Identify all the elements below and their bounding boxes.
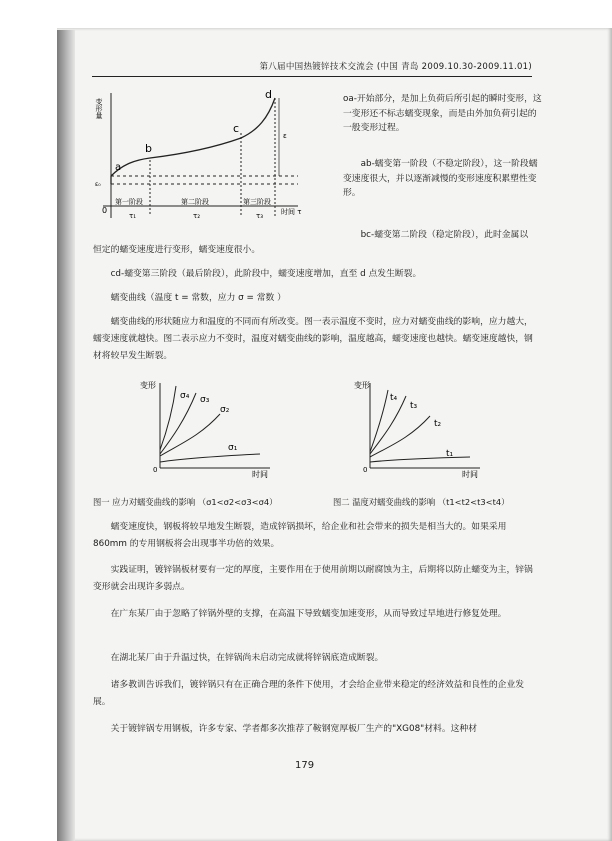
stage-2-label: 第二阶段 [181, 198, 209, 206]
fig1-origin: 0 [153, 466, 158, 474]
point-a: a [115, 162, 122, 173]
x-axis-label: 时间 τ [281, 208, 302, 216]
running-header: 第八届中国热镀锌技术交流会 (中国 青岛 2009.10.30-2009.11.01) [92, 58, 532, 77]
paragraph-curve-shape: 蠕变曲线的形状随应力和温度的不同而有所改变。图一表示温度不变时，应力对蠕变曲线的影响，应力越大，蠕变速度就越快。图二表示应力不变时，温度对蠕变曲线的影响，温度越高，蠕变速度也越快。蠕变速度越快，钢材将较早发生断裂。 [93, 317, 533, 361]
t2-curve [370, 416, 430, 457]
t3-curve [370, 396, 406, 454]
paragraph-steel: 关于镀锌锅专用钢板，许多专家、学者都多次推荐了鞍钢宽厚板厂生产的"XG08"材料。这种材 [110, 724, 478, 734]
fig1-xlabel: 时间 [252, 470, 268, 478]
stage-1-label: 第一阶段 [115, 198, 143, 206]
stage-2-time: τ₂ [193, 212, 201, 220]
origin-label: 0 [102, 206, 108, 215]
paragraph-bc-start: bc-蠕变第二阶段（稳定阶段），此时金属以 [360, 230, 529, 240]
figure-2-caption: 图二 温度对蠕变曲线的影响 （t1<t2<t3<t4） [333, 497, 510, 507]
fig1-sigma1: σ₁ [228, 443, 238, 453]
fig1-sigma2: σ₂ [220, 405, 230, 415]
t1-curve [370, 457, 470, 462]
paragraph-ab: ab-蠕变第一阶段（不稳定阶段），这一阶段蠕变速度很大，并以逐渐减慢的变形速度积累塑性变形。 [343, 159, 538, 198]
paragraph-hubei: 在湖北某厂由于升温过快，在锌锅尚未启动完成就将锌锅底造成断裂。 [110, 653, 384, 663]
sigma1-curve [160, 454, 260, 462]
fig2-xlabel: 时间 [462, 470, 478, 478]
fig2-t2: t₂ [434, 419, 442, 429]
paragraph-rupture: 蠕变速度快，钢板将较早地发生断裂，造成锌锅损坏，给企业和社会带来的损失是相当大的。如果采用 860mm 的专用钢板将会出现事半功倍的效果。 [93, 522, 507, 549]
page-number: 179 [295, 760, 315, 771]
point-c: c [233, 122, 240, 135]
fig2-ylabel: 变形 [354, 381, 370, 390]
stage-1-time: τ₁ [129, 212, 137, 220]
point-d: d [265, 88, 272, 101]
fig2-t4: t₄ [390, 393, 398, 403]
paragraph-thickness: 实践证明，镀锌锅板材要有一定的厚度，主要作用在于使用前期以耐腐蚀为主，后期将以防止蠕变为主，锌锅变形就会出现许多弱点。 [93, 565, 533, 592]
fig1-ylabel: 变形 [140, 381, 156, 390]
figure-1 [140, 378, 280, 478]
sigma3-curve [160, 393, 196, 454]
paragraph-cd: cd-蠕变第三阶段（最后阶段），此阶段中，蠕变速度增加，直至 d 点发生断裂。 [110, 269, 422, 279]
epsilon0-mark: ε₀ [95, 181, 101, 188]
stage-3-time: τ₃ [256, 212, 264, 220]
point-b: b [145, 142, 152, 155]
sigma4-curve [160, 386, 176, 450]
creep-curve-figure [93, 88, 343, 228]
figure-2 [350, 378, 490, 478]
fig1-sigma3: σ₃ [200, 395, 210, 405]
creep-curve [111, 98, 275, 184]
figure-1-caption: 图一 应力对蠕变曲线的影响 （σ1<σ2<σ3<σ4） [93, 497, 278, 507]
binding-shadow [57, 30, 75, 841]
stage-3-label: 第三阶段 [243, 198, 271, 206]
paragraph-bc-cont: 恒定的蠕变速度进行变形，蠕变速度很小。 [93, 245, 261, 255]
paragraph-guangdong: 在广东某厂由于忽略了锌锅外壁的支撑，在高温下导致蠕变加速变形，从而导致过早地进行修复处理。 [110, 609, 507, 619]
fig2-t1: t₁ [446, 449, 454, 459]
paragraph-curve-title: 蠕变曲线（温度 t = 常数，应力 σ = 常数 ） [110, 293, 286, 303]
paragraph-oa: oa-开始部分，是加上负荷后所引起的瞬时变形，这一变形还不标志蠕变现象，而是由外加负荷引起的一般变形过程。 [343, 94, 542, 133]
y-axis-label: 变形量 [95, 98, 103, 119]
epsilon-mark: ε [283, 132, 287, 140]
paragraph-lessons: 诸多教训告诉我们，镀锌锅只有在正确合理的条件下使用，才会给企业带来稳定的经济效益和良性的企业发展。 [93, 680, 525, 707]
fig2-t3: t₃ [410, 401, 418, 411]
fig2-origin: 0 [363, 466, 368, 474]
fig1-sigma4: σ₄ [180, 391, 190, 401]
